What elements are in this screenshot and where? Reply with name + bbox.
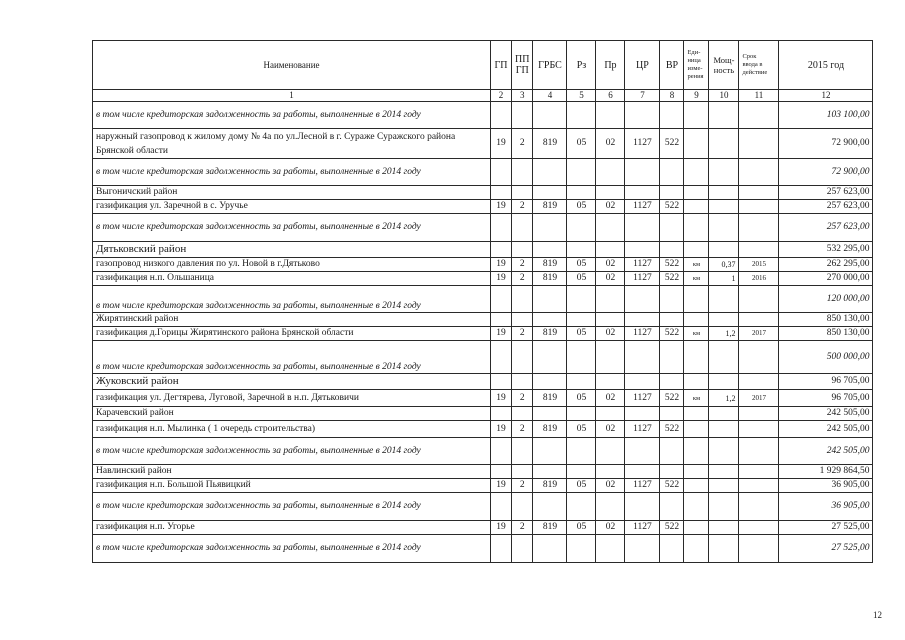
- note-row: [93, 214, 873, 242]
- row-cr: 1127: [625, 421, 660, 438]
- row-grbs: 819: [533, 421, 567, 438]
- row-name: в том числе кредиторская задолженность за работы, выполненные в 2014 году: [93, 493, 491, 521]
- row-pr: 02: [596, 521, 625, 535]
- row-pr: 02: [596, 327, 625, 341]
- district-name: Навлинский район: [93, 465, 491, 479]
- note-row: [93, 493, 873, 521]
- column-number: 1: [93, 90, 491, 102]
- row-grbs: 819: [533, 200, 567, 214]
- column-number: 4: [533, 90, 567, 102]
- row-power: 1,2: [709, 327, 739, 341]
- district-name: Карачевский район: [93, 407, 491, 421]
- row-amount: 120 000,00: [779, 286, 873, 313]
- row-amount: 257 623,00: [779, 200, 873, 214]
- header-unit: Еди- ница изме- рения: [684, 41, 709, 90]
- header-cr: ЦР: [625, 41, 660, 90]
- row-rz: 05: [567, 258, 596, 272]
- row-gp: 19: [491, 200, 512, 214]
- project-row: [93, 421, 873, 438]
- header-year: 2015 год: [779, 41, 873, 90]
- row-gp: 19: [491, 479, 512, 493]
- row-ppgp: 2: [512, 390, 533, 407]
- project-row: [93, 272, 873, 286]
- row-name: в том числе кредиторская задолженность за работы, выполненные в 2014 году: [93, 341, 491, 374]
- row-grbs: 819: [533, 521, 567, 535]
- row-name: наружный газопровод к жилому дому № 4а по ул.Лесной в г. Сураже Суражского района Брянской области: [93, 129, 491, 159]
- row-vr: 522: [660, 272, 684, 286]
- row-amount: 262 295,00: [779, 258, 873, 272]
- row-ppgp: 2: [512, 479, 533, 493]
- district-amount: 257 623,00: [779, 186, 873, 200]
- row-rz: 05: [567, 200, 596, 214]
- row-name: газификация ул. Дегтярева, Луговой, Заречной в н.п. Дятьковичи: [93, 390, 491, 407]
- row-ppgp: 2: [512, 129, 533, 159]
- row-amount: 36 905,00: [779, 479, 873, 493]
- project-row: [93, 129, 873, 159]
- row-vr: 522: [660, 327, 684, 341]
- row-cr: 1127: [625, 258, 660, 272]
- row-name: газификация н.п. Ольшаница: [93, 272, 491, 286]
- row-cr: 1127: [625, 129, 660, 159]
- header-vr: ВР: [660, 41, 684, 90]
- row-gp: 19: [491, 258, 512, 272]
- row-name: газификация н.п. Мылинка ( 1 очередь строительства): [93, 421, 491, 438]
- row-amount: 103 100,00: [779, 102, 873, 129]
- page-number: 12: [873, 610, 882, 620]
- project-row: [93, 521, 873, 535]
- column-number: 10: [709, 90, 739, 102]
- project-row: [93, 258, 873, 272]
- row-ppgp: 2: [512, 272, 533, 286]
- row-ppgp: 2: [512, 327, 533, 341]
- row-vr: 522: [660, 421, 684, 438]
- column-number: 8: [660, 90, 684, 102]
- row-ppgp: 2: [512, 521, 533, 535]
- row-term: 2017: [739, 327, 779, 341]
- note-row: [93, 286, 873, 313]
- column-number-row: [93, 90, 873, 102]
- row-gp: 19: [491, 521, 512, 535]
- district-row: [93, 374, 873, 390]
- column-number: 3: [512, 90, 533, 102]
- row-cr: 1127: [625, 200, 660, 214]
- row-name: газификация н.п. Угорье: [93, 521, 491, 535]
- row-cr: 1127: [625, 272, 660, 286]
- row-vr: 522: [660, 521, 684, 535]
- row-gp: 19: [491, 390, 512, 407]
- row-gp: 19: [491, 129, 512, 159]
- row-grbs: 819: [533, 390, 567, 407]
- row-cr: 1127: [625, 327, 660, 341]
- row-term: 2017: [739, 390, 779, 407]
- header-pr: Пр: [596, 41, 625, 90]
- column-number: 12: [779, 90, 873, 102]
- row-amount: 36 905,00: [779, 493, 873, 521]
- district-amount: 850 130,00: [779, 313, 873, 327]
- row-gp: 19: [491, 327, 512, 341]
- district-name: Дятьковский район: [93, 242, 491, 258]
- row-grbs: 819: [533, 327, 567, 341]
- row-amount: 257 623,00: [779, 214, 873, 242]
- row-name: газификация ул. Заречной в с. Уручье: [93, 200, 491, 214]
- row-amount: 72 900,00: [779, 129, 873, 159]
- row-power: 1: [709, 272, 739, 286]
- row-ppgp: 2: [512, 258, 533, 272]
- row-gp: 19: [491, 421, 512, 438]
- district-row: [93, 186, 873, 200]
- row-vr: 522: [660, 258, 684, 272]
- row-term: 2016: [739, 272, 779, 286]
- row-amount: 27 525,00: [779, 521, 873, 535]
- row-name: газопровод низкого давления по ул. Новой в г.Дятьково: [93, 258, 491, 272]
- header-rz: Рз: [567, 41, 596, 90]
- row-amount: 500 000,00: [779, 341, 873, 374]
- row-pr: 02: [596, 272, 625, 286]
- column-number: 9: [684, 90, 709, 102]
- note-row: [93, 102, 873, 129]
- district-name: Выгоничский район: [93, 186, 491, 200]
- row-rz: 05: [567, 272, 596, 286]
- row-vr: 522: [660, 479, 684, 493]
- row-rz: 05: [567, 479, 596, 493]
- district-row: [93, 465, 873, 479]
- row-name: газификация д.Горицы Жирятинского района Брянской области: [93, 327, 491, 341]
- district-row: [93, 407, 873, 421]
- district-amount: 242 505,00: [779, 407, 873, 421]
- row-amount: 72 900,00: [779, 159, 873, 186]
- row-name: в том числе кредиторская задолженность за работы, выполненные в 2014 году: [93, 535, 491, 563]
- row-pr: 02: [596, 421, 625, 438]
- note-row: [93, 159, 873, 186]
- row-name: в том числе кредиторская задолженность за работы, выполненные в 2014 году: [93, 159, 491, 186]
- row-ppgp: 2: [512, 421, 533, 438]
- row-gp: 19: [491, 272, 512, 286]
- header-power: Мощ- ность: [709, 41, 739, 90]
- row-cr: 1127: [625, 521, 660, 535]
- row-unit: км: [684, 258, 709, 272]
- row-pr: 02: [596, 200, 625, 214]
- header-name: Наименование: [93, 41, 491, 90]
- row-name: газификация н.п. Большой Пьявицкий: [93, 479, 491, 493]
- header-ppgp: ПП ГП: [512, 41, 533, 90]
- row-rz: 05: [567, 521, 596, 535]
- column-number: 5: [567, 90, 596, 102]
- row-rz: 05: [567, 390, 596, 407]
- row-amount: 96 705,00: [779, 390, 873, 407]
- header-gp: ГП: [491, 41, 512, 90]
- row-amount: 270 000,00: [779, 272, 873, 286]
- row-amount: 27 525,00: [779, 535, 873, 563]
- district-amount: 1 929 864,50: [779, 465, 873, 479]
- column-number: 7: [625, 90, 660, 102]
- row-grbs: 819: [533, 129, 567, 159]
- project-row: [93, 390, 873, 407]
- row-rz: 05: [567, 327, 596, 341]
- row-amount: 850 130,00: [779, 327, 873, 341]
- row-amount: 242 505,00: [779, 421, 873, 438]
- district-name: Жирятинский район: [93, 313, 491, 327]
- district-amount: 96 705,00: [779, 374, 873, 390]
- note-row: [93, 341, 873, 374]
- column-number: 11: [739, 90, 779, 102]
- row-unit: км: [684, 327, 709, 341]
- row-pr: 02: [596, 129, 625, 159]
- row-rz: 05: [567, 129, 596, 159]
- row-name: в том числе кредиторская задолженность за работы, выполненные в 2014 году: [93, 214, 491, 242]
- row-unit: км: [684, 272, 709, 286]
- row-pr: 02: [596, 258, 625, 272]
- row-unit: км: [684, 390, 709, 407]
- row-ppgp: 2: [512, 200, 533, 214]
- row-pr: 02: [596, 479, 625, 493]
- row-power: 0,37: [709, 258, 739, 272]
- row-amount: 242 505,00: [779, 438, 873, 465]
- row-vr: 522: [660, 200, 684, 214]
- note-row: [93, 438, 873, 465]
- project-row: [93, 327, 873, 341]
- row-name: в том числе кредиторская задолженность за работы, выполненные в 2014 году: [93, 102, 491, 129]
- row-term: 2015: [739, 258, 779, 272]
- note-row: [93, 535, 873, 563]
- row-grbs: 819: [533, 479, 567, 493]
- district-row: [93, 242, 873, 258]
- row-power: 1,2: [709, 390, 739, 407]
- district-name: Жуковский район: [93, 374, 491, 390]
- project-row: [93, 200, 873, 214]
- row-rz: 05: [567, 421, 596, 438]
- row-vr: 522: [660, 390, 684, 407]
- header-term: Срок ввода в действие: [739, 41, 779, 90]
- district-row: [93, 313, 873, 327]
- row-cr: 1127: [625, 390, 660, 407]
- row-grbs: 819: [533, 272, 567, 286]
- header-row: [93, 41, 873, 90]
- row-name: в том числе кредиторская задолженность за работы, выполненные в 2014 году: [93, 286, 491, 313]
- budget-table: [92, 40, 873, 563]
- row-vr: 522: [660, 129, 684, 159]
- project-row: [93, 479, 873, 493]
- row-name: в том числе кредиторская задолженность за работы, выполненные в 2014 году: [93, 438, 491, 465]
- district-amount: 532 295,00: [779, 242, 873, 258]
- header-grbs: ГРБС: [533, 41, 567, 90]
- row-cr: 1127: [625, 479, 660, 493]
- row-pr: 02: [596, 390, 625, 407]
- column-number: 6: [596, 90, 625, 102]
- column-number: 2: [491, 90, 512, 102]
- row-grbs: 819: [533, 258, 567, 272]
